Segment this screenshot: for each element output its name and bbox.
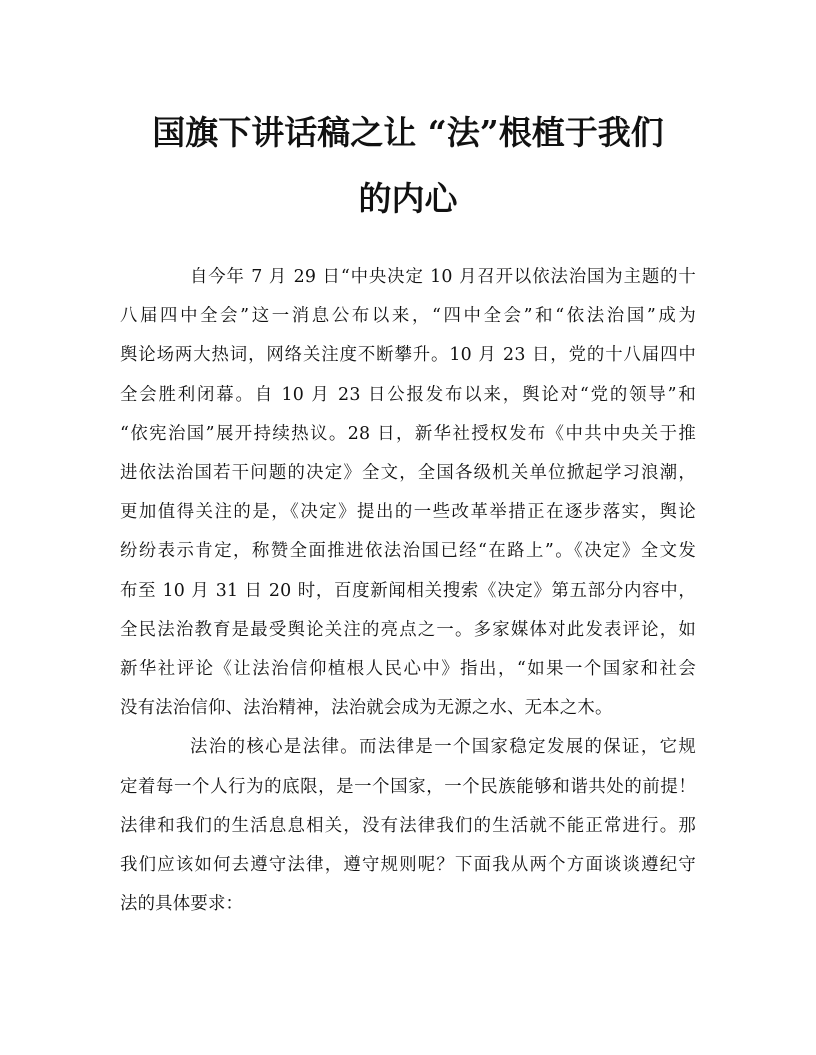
- text-line: 更加值得关注的是，《决定》提出的一些改革举措正在逐步落实，舆论: [120, 502, 696, 523]
- text-line: 没有法治信仰、法治精神，法治就会成为无源之水、无本之木。: [120, 698, 613, 719]
- document-title: [112, 100, 704, 232]
- text-line: 舆论场两大热词，网络关注度不断攀升。10 月 23 日，党的十八届四中: [120, 345, 696, 366]
- text-line: 自今年 7 月 29 日“中央决定 10 月召开以依法治国为主题的十: [190, 267, 696, 287]
- title-line-2: 的内心: [358, 179, 458, 218]
- text-line: 全民法治教育是最受舆论关注的亮点之一。多家媒体对此发表评论，如: [120, 619, 696, 640]
- text-line: 布至 10 月 31 日 20 时，百度新闻相关搜索《决定》第五部分内容中，: [120, 580, 696, 601]
- paragraph-2: [120, 728, 696, 924]
- text-line: 进依法治国若干问题的决定》全文，全国各级机关单位掀起学习浪潮，: [120, 463, 696, 484]
- text-line: “依宪治国”展开持续热议。28 日，新华社授权发布《中共中央关于推: [120, 423, 696, 444]
- text-line: 法律和我们的生活息息相关，没有法律我们的生活就不能正常进行。那: [120, 815, 696, 836]
- text-line: 我们应该如何去遵守法律，遵守规则呢？下面我从两个方面谈谈遵纪守: [120, 855, 696, 876]
- text-line: 定着每一个人行为的底限，是一个国家，一个民族能够和谐共处的前提！: [120, 776, 696, 797]
- paragraph-1: [120, 258, 696, 728]
- text-line: 法的具体要求：: [120, 894, 244, 915]
- text-line: 八届四中全会”这一消息公布以来，“四中全会”和“依法治国”成为: [120, 306, 696, 327]
- text-line: 法治的核心是法律。而法律是一个国家稳定发展的保证，它规: [190, 737, 696, 758]
- text-line: 全会胜利闭幕。自 10 月 23 日公报发布以来，舆论对“党的领导”和: [120, 384, 696, 405]
- text-line: 新华社评论《让法治信仰植根人民心中》指出，“如果一个国家和社会: [120, 659, 696, 680]
- title-line-1: 国旗下讲话稿之让 “法”根植于我们: [152, 113, 664, 152]
- text-line: 纷纷表示肯定，称赞全面推进依法治国已经“在路上”。《决定》全文发: [120, 541, 696, 562]
- document-body: [120, 258, 696, 924]
